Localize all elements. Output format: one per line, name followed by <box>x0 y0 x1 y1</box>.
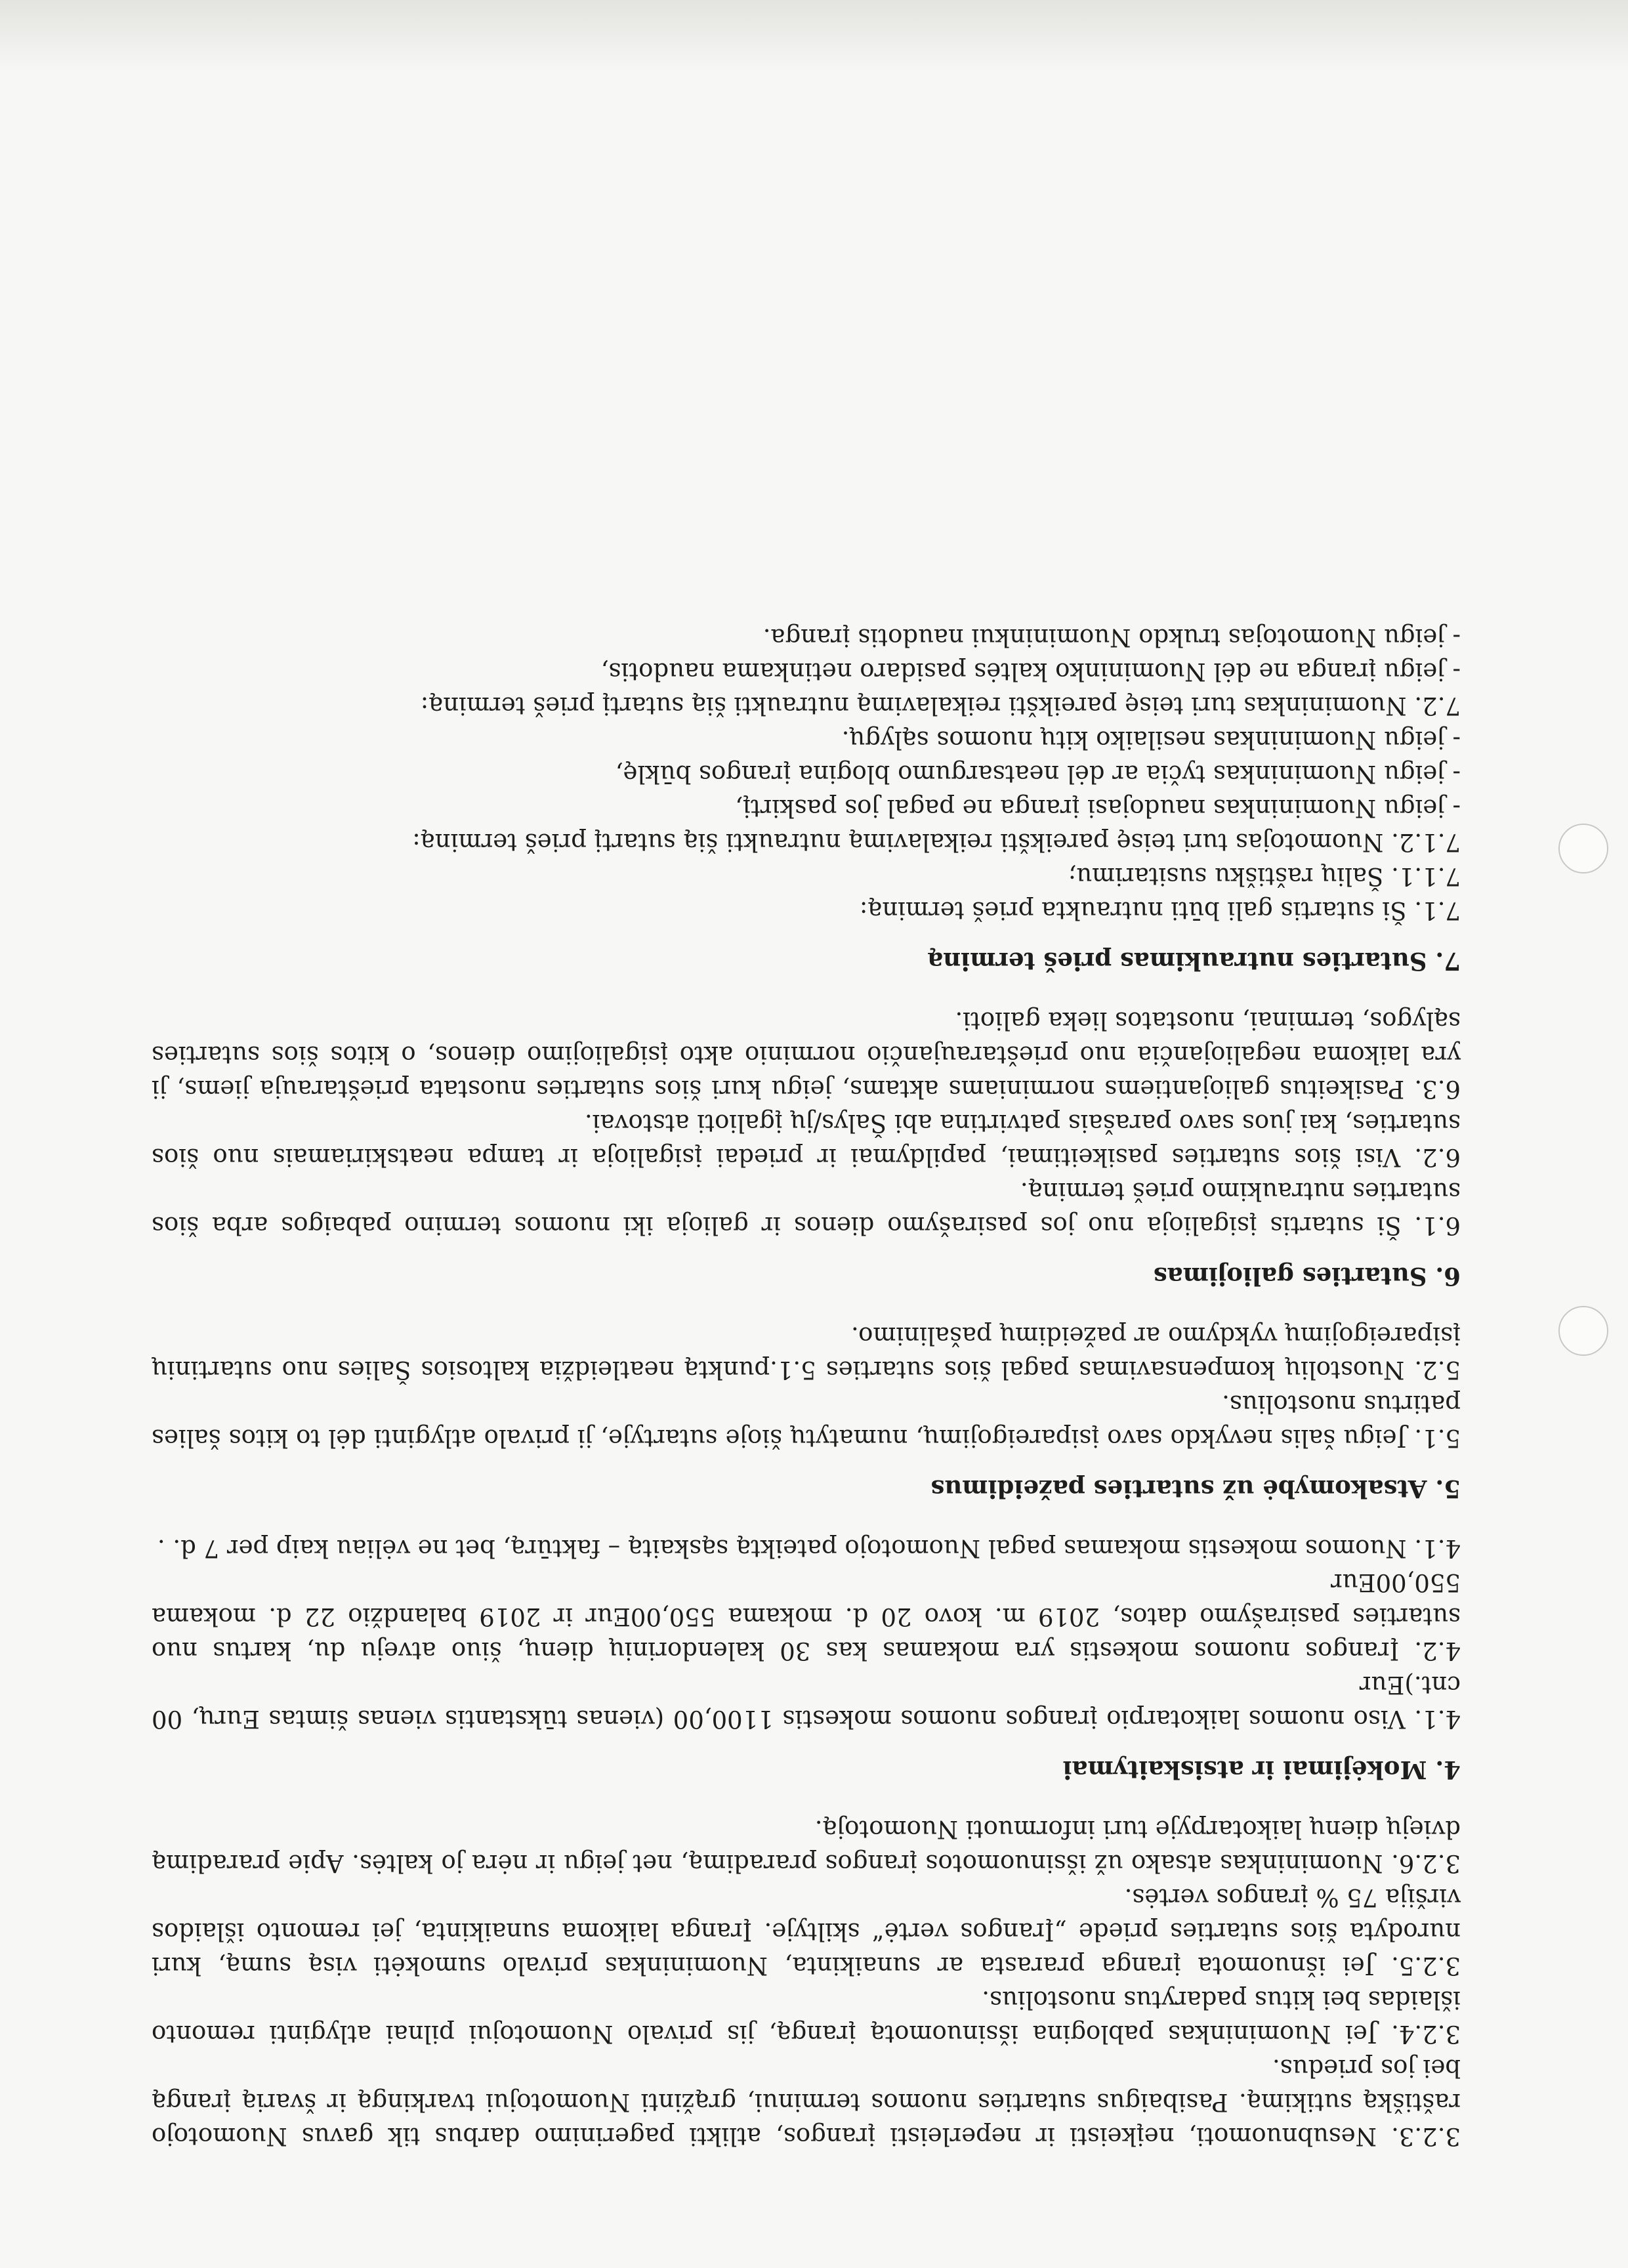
clause-5-2: 5.2. Nuostolių kompensavimas pagal šios sutarties 5.1.punktą neatleidžia kaltosios Šalies nuo sutartinių įsipareigojimų vykdymo ar pažeidimų pašalinimo. <box>152 1322 1461 1384</box>
list-item: - jeigu Nuomininkas nesilaiko kitų nuomos sąlygų. <box>841 726 1461 754</box>
section-6 <box>152 1003 1461 1293</box>
list-item: - jeigu įranga ne dėl Nuomininko kaltės pasidaro netinkama naudotis, <box>600 658 1461 686</box>
section-heading: 4. Mokėjimai ir atsiskaitymai <box>1062 1755 1461 1784</box>
clause-5-1: 5.1. Jeigu šalis nevykdo savo įsipareigojimų, numatytų šioje sutartyje, ji privalo atlyginti dėl to kitos šalies patirtus nuostolius. <box>152 1390 1461 1452</box>
clause-7-1-1: 7.1.1. Šalių raštišku susitarimu; <box>1068 862 1461 891</box>
section-7 <box>152 620 1461 978</box>
clause-4-1-b: 4.1. Nuomos mokestis mokamas pagal Nuomotojo pateiktą sąskaitą – faktūrą, bet ne vėliau kaip per 7 d. . <box>157 1534 1461 1563</box>
clause-6-1: 6.1. Ši sutartis įsigalioja nuo jos pasirašymo dienos ir galioja iki nuomos termino pabaigos arba šios sutarties nutraukimo prieš terminą. <box>152 1177 1461 1240</box>
clause-3-2-6: 3.2.6. Nuomininkas atsako už išsinuomotos įrangos praradimą, net jeigu ir nėra jo kaltės. Apie praradimą dviejų dienų laikotarpyje turi informuoti Nuomotoją. <box>152 1815 1461 1878</box>
section-heading: 7. Sutarties nutraukimas prieš terminą <box>927 947 1461 976</box>
clause-7-1-2: 7.1.2. Nuomotojas turi teisę pareikšti reikalavimą nutraukti šią sutartį prieš terminą: <box>412 828 1461 856</box>
section-heading: 5. Atsakomybė už sutarties pažeidimus <box>930 1475 1461 1503</box>
clause-3-2-5: 3.2.5. Jei išnuomota įranga prarasta ar sunaikinta, Nuomininkas privalo sumokėti visą sumą, kuri nurodyta šios sutarties priede „Įrangos vertė“ skiltyje. Įranga laikoma sunaikinta, jei remonto išlaidos viršija 75 % įrangos vertės. <box>152 1883 1461 1980</box>
section-4 <box>152 1531 1461 1787</box>
list-item: - jeigu Nuomotojas trukdo Nuomininkui naudotis įranga. <box>762 623 1461 652</box>
clause-6-2: 6.2. Visi šios sutarties pasikeitimai, papildymai ir priedai įsigalioja ir tampa neatskiriamais nuo šios sutarties, kai juos savo parašais patvirtina abi Šalys/jų įgalioti atstovai. <box>152 1109 1461 1171</box>
clause-7-2: 7.2. Nuomininkas turi teisę pareikšti reikalavimą nutraukti šią sutartį prieš terminą: <box>420 692 1461 720</box>
clause-6-3: 6.3. Pasikeitus galiojantiems norminiams aktams, jeigu kuri šios sutarties nuostata prieštarauja jiems, ji yra laikoma negaliojančia nuo prieštaraujančio norminio akto įsigaliojimo dienos, o kitos šios sutarties sąlygos, terminai, nuostatos lieka galioti. <box>152 1007 1461 1103</box>
clause-7-1: 7.1. Ši sutartis gali būti nutraukta prieš terminą: <box>859 896 1461 925</box>
document-body <box>152 620 1461 2153</box>
list-item: - jeigu Nuomininkas naudojasi įranga ne pagal jos paskirtį, <box>735 794 1461 822</box>
section-heading: 6. Sutarties galiojimas <box>1153 1262 1461 1291</box>
section-3 <box>152 1812 1461 2153</box>
clause-3-2-4: 3.2.4. Jei Nuomininkas pabloginа išsinuomotą įrangą, jis privalo Nuomotojui pilnai atlyginti remonto išlaidas bei kitus padarytus nuostolius. <box>152 1986 1461 2048</box>
clause-3-2-3: 3.2.3. Nesubnuomoti, neįkeisti ir neperleisti įrangos, atlikti pagerinimo darbus tik gavus Nuomotojo raštišką sutikimą. Pasibaigus sutarties nuomos terminui, grąžinti Nuomotojui tvarkingą ir švarią įrangą bei jos priedus. <box>152 2054 1461 2151</box>
section-5 <box>152 1318 1461 1506</box>
list-item: - jeigu Nuomininkas tyčia ar dėl neatsargumo blogina įrangos būklę, <box>615 760 1461 788</box>
clause-4-1: 4.1. Viso nuomos laikotarpio įrangos nuomos mokestis 1100,00 (vienas tūkstantis vienas šimtas Eurų, 00 cnt.)Eur <box>152 1671 1461 1733</box>
clause-4-2: 4.2. Įrangos nuomos mokestis yra mokamas kas 30 kalendorinių dienų, šiuo atveju du, kartus nuo sutarties pasirašymo datos, 2019 m. kovo 20 d. mokama 550,00Eur ir 2019 balandžio 22 d. mokama 550,00Eur <box>152 1568 1461 1665</box>
